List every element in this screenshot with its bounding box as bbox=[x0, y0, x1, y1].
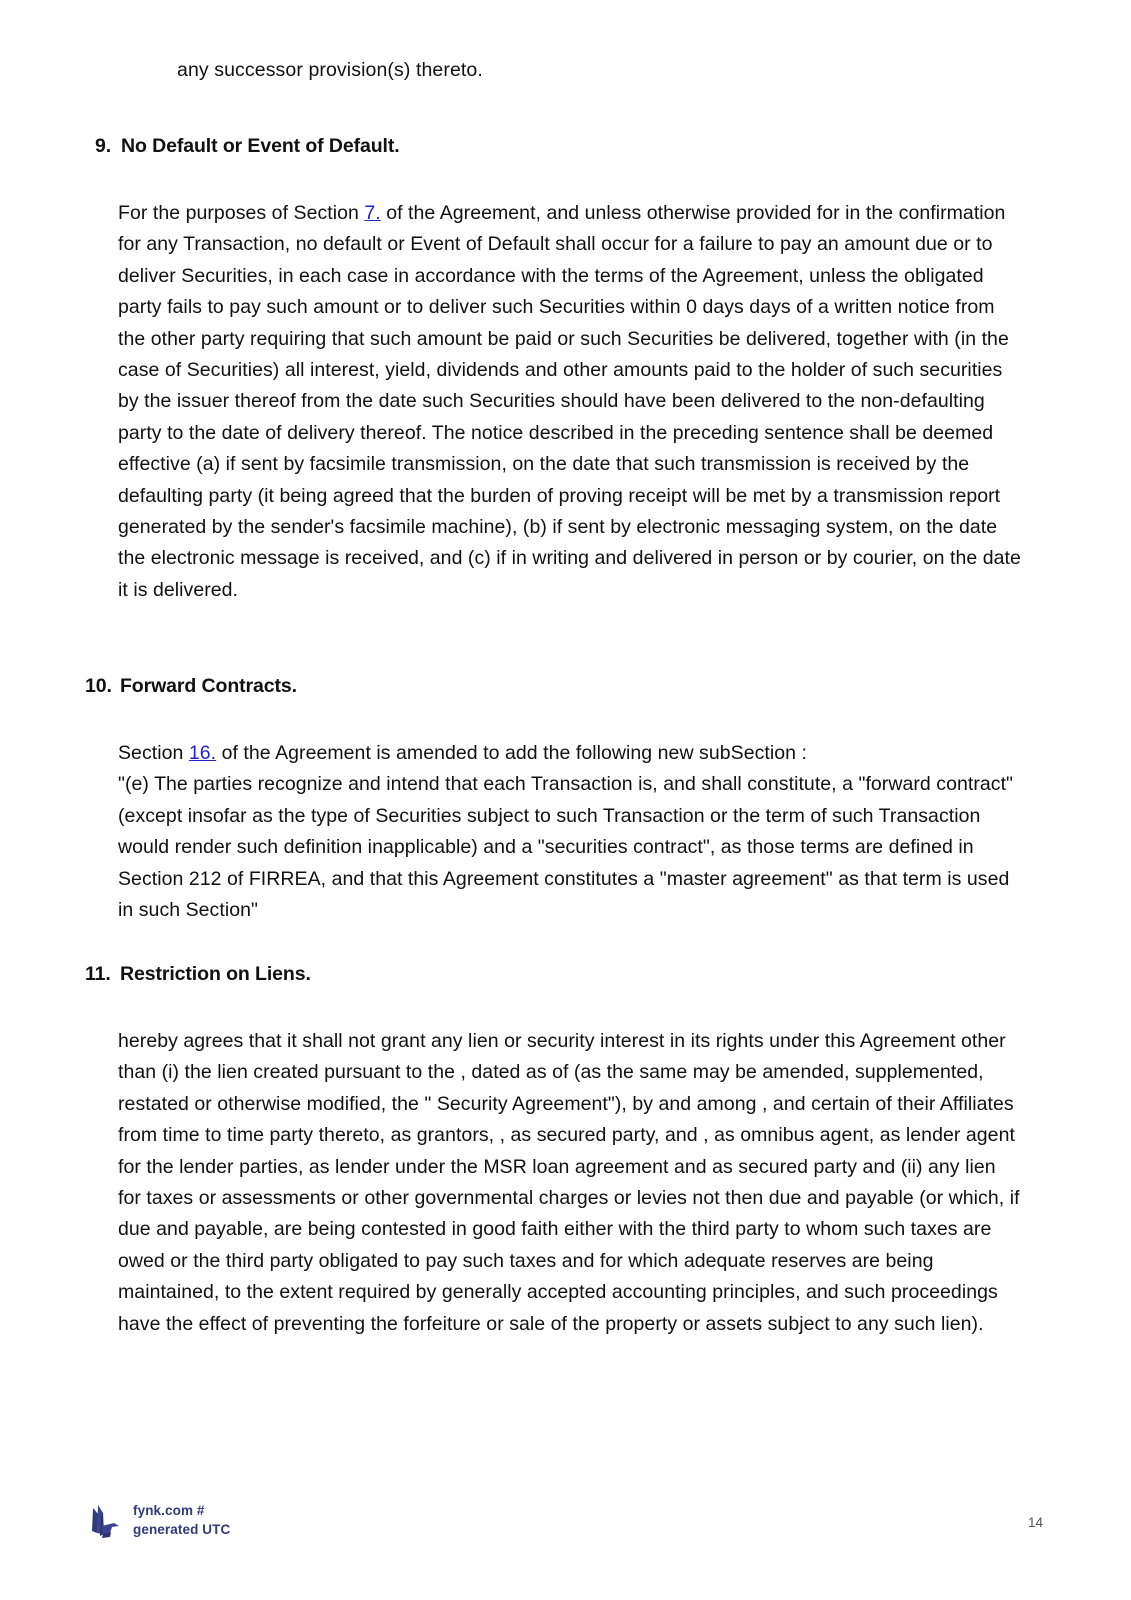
section-9-body bbox=[118, 198, 1021, 606]
section-10-body-intro bbox=[118, 738, 1021, 769]
section-9-title: No Default or Event of Default. bbox=[121, 135, 400, 157]
section-10 bbox=[0, 672, 1131, 926]
section-11-heading bbox=[0, 960, 1131, 988]
section-10-title: Forward Contracts. bbox=[120, 675, 297, 697]
page-number: 14 bbox=[1027, 1515, 1043, 1530]
section-10-body-quote: "(e) The parties recognize and intend that each Transaction is, and shall constitute, a "forward contract" (except insofar as the type of Securities subject to such Transaction or the term of such Transaction would render such definition inapplicable) and a "securities contract", as those terms are defined in Section 212 of FIRREA, and that this Agreement constitutes a "master agreement" as that term is used in such Section" bbox=[118, 773, 1014, 922]
section-10-number: 10. bbox=[85, 675, 112, 697]
section-10-heading bbox=[0, 672, 1131, 700]
section-11 bbox=[0, 960, 1131, 1340]
footer-brand-line-2: generated UTC bbox=[133, 1522, 231, 1537]
footer-brand-text bbox=[133, 1501, 230, 1539]
section-7-reference-link[interactable]: 7. bbox=[364, 202, 381, 224]
section-11-number: 11. bbox=[85, 963, 111, 985]
footer-brand[interactable] bbox=[88, 1500, 230, 1540]
fynk-bird-logo-icon bbox=[88, 1500, 122, 1540]
section-9-number: 9. bbox=[95, 135, 112, 157]
section-9-heading bbox=[0, 132, 1131, 160]
section-11-body: hereby agrees that it shall not grant any lien or security interest in its rights under this Agreement other than (i) the lien created pursuant to the , dated as of (as the same may be amended, supplemented, restated or otherwise modified, the " Security Agreement"), by and among , and certain of their Affiliates from time to time party thereto, as grantors, , as secured party, and , as omnibus agent, as lender agent for the lender parties, as lender under the MSR loan agreement and as secured party and (ii) any lien for taxes or assessments or other governmental charges or levies not then due and payable (or which, if due and payable, are being contested in good faith either with the third party to whom such taxes are owed or the third party obligated to pay such taxes and for which adequate reserves are being maintained, to the extent required by generally accepted accounting principles, and such proceedings have the effect of preventing the forfeiture or sale of the property or assets subject to any such lien). bbox=[118, 1030, 1020, 1335]
section-10-body-pre: Section bbox=[118, 742, 189, 764]
section-11-title: Restriction on Liens. bbox=[120, 963, 311, 985]
footer-brand-line-1: fynk.com # bbox=[133, 1503, 205, 1518]
continued-paragraph-line: any successor provision(s) thereto. bbox=[177, 59, 483, 81]
section-9-body-pre: For the purposes of Section bbox=[118, 202, 365, 224]
section-16-reference-link[interactable]: 16. bbox=[188, 742, 217, 764]
section-9 bbox=[0, 132, 1131, 606]
section-9-body-post: of the Agreement, and unless otherwise provided for in the confirmation for any Transaction, no default or Event of Default shall occur for a failure to pay an amount due or to deliver Securities, in each case in accordance with the terms of the Agreement, unless the obligated party fails to pay such amount or to deliver such Securities within 0 days days of a written notice from the other party requiring that such amount be paid or such Securities be delivered, together with (in the case of Securities) all interest, yield, dividends and other amounts paid to the holder of such securities by the issuer thereof from the date such Securities should have been delivered to the non-defaulting party to the date of delivery thereof. The notice described in the preceding sentence shall be deemed effective (a) if sent by facsimile transmission, on the date that such transmission is received by the defaulting party (it being agreed that the burden of proving receipt will be met by a transmission report generated by the sender's facsimile machine), (b) if sent by electronic messaging system, on the date the electronic message is received, and (c) if in writing and delivered in person or by courier, on the date it is delivered. bbox=[118, 202, 1021, 601]
section-10-body-post: of the Agreement is amended to add the following new subSection : bbox=[216, 742, 807, 764]
page-footer bbox=[0, 1460, 1131, 1600]
